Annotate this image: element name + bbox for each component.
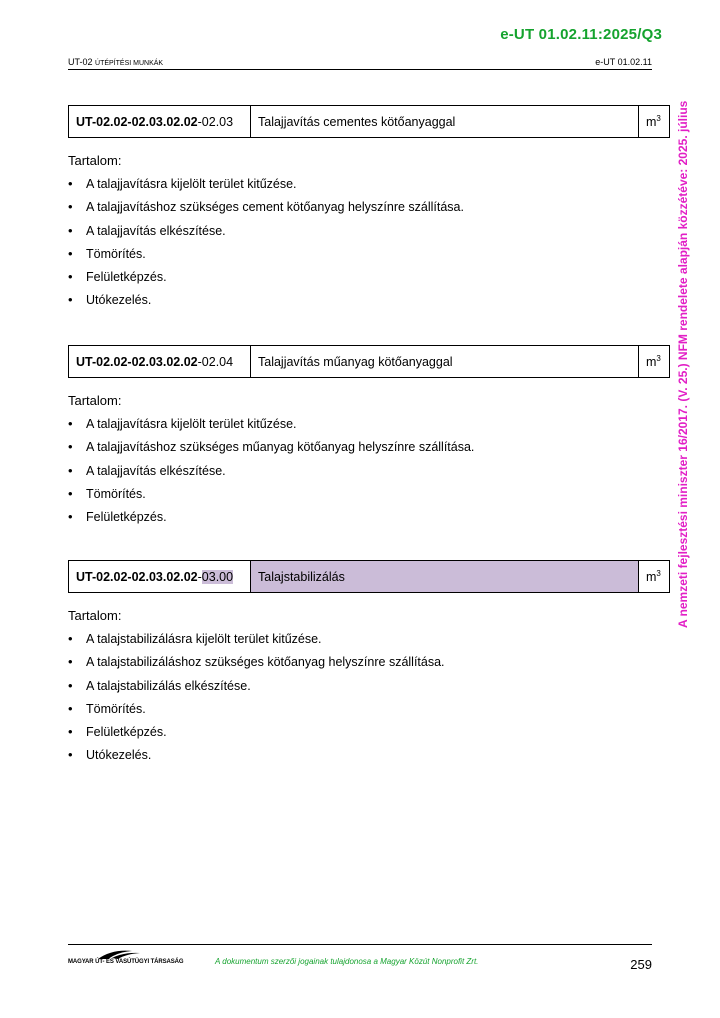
- item-code-suffix: 03.00: [201, 569, 234, 584]
- item-section-3: [68, 560, 670, 771]
- item-code-prefix: UT-02.02-02.03.02.02: [76, 569, 198, 584]
- list-item: • A talajjavításhoz szükséges cement kötőanyag helyszínre szállítása.: [68, 199, 670, 222]
- logo-text: MAGYAR ÚT- ÉS VASÚTÜGYI TÁRSASÁG: [68, 959, 184, 965]
- item-code-table: [68, 105, 670, 138]
- item-unit: [639, 346, 670, 378]
- content-list: [68, 416, 670, 532]
- content-list: [68, 631, 670, 771]
- header-chapter: [68, 57, 163, 67]
- list-item: • Utókezelés.: [68, 747, 670, 770]
- content-label: Tartalom:: [68, 153, 122, 168]
- list-item: • Utókezelés.: [68, 292, 670, 315]
- item-code: [69, 561, 251, 593]
- list-item: • Felületképzés.: [68, 509, 670, 532]
- list-item: • A talajstabilizálásra kijelölt terület kitűzése.: [68, 631, 670, 654]
- item-code-table: [68, 345, 670, 378]
- list-item: • Tömörítés.: [68, 701, 670, 724]
- list-item: • A talajstabilizálás elkészítése.: [68, 678, 670, 701]
- publisher-logo: [68, 948, 184, 970]
- content-label: Tartalom:: [68, 393, 122, 408]
- page-number: 259: [630, 957, 652, 972]
- unit-base: m: [646, 355, 657, 369]
- list-item: • A talajjavításra kijelölt terület kitűzése.: [68, 176, 670, 199]
- item-code-suffix: -02.04: [197, 354, 234, 369]
- unit-exponent: 3: [656, 114, 661, 123]
- item-code-dash: -: [197, 569, 202, 584]
- content-list: [68, 176, 670, 316]
- list-item: • A talajstabilizáláshoz szükséges kötőanyag helyszínre szállítása.: [68, 654, 670, 677]
- running-header: [68, 57, 652, 70]
- header-chapter-title: ÚTÉPÍTÉSI MUNKÁK: [95, 60, 164, 67]
- item-section-2: [68, 345, 670, 532]
- unit-base: m: [646, 570, 657, 584]
- item-code-prefix: UT-02.02-02.03.02.02: [76, 114, 198, 129]
- item-title: Talajstabilizálás: [251, 561, 639, 593]
- item-title: Talajjavítás műanyag kötőanyaggal: [251, 346, 639, 378]
- unit-exponent: 3: [656, 354, 661, 363]
- side-publication-note: A nemzeti fejlesztési miniszter 16/2017. (V. 25.) NFM rendelete alapján közzétéve: 2025. július: [676, 100, 690, 628]
- list-item: • Tömörítés.: [68, 246, 670, 269]
- list-item: • A talajjavítás elkészítése.: [68, 463, 670, 486]
- item-code-table: [68, 560, 670, 593]
- list-item: • Tömörítés.: [68, 486, 670, 509]
- list-item: • Felületképzés.: [68, 269, 670, 292]
- item-code-suffix: -02.03: [197, 114, 234, 129]
- list-item: • Felületképzés.: [68, 724, 670, 747]
- list-item: • A talajjavítás elkészítése.: [68, 223, 670, 246]
- header-chapter-code: UT-02: [68, 57, 96, 67]
- document-code: e-UT 01.02.11:2025/Q3: [500, 26, 662, 43]
- item-code: [69, 346, 251, 378]
- copyright-note: A dokumentum szerzői jogainak tulajdonosa a Magyar Közút Nonprofit Zrt.: [215, 957, 479, 966]
- item-title: Talajjavítás cementes kötőanyaggal: [251, 106, 639, 138]
- item-unit: [639, 106, 670, 138]
- item-code: [69, 106, 251, 138]
- item-code-prefix: UT-02.02-02.03.02.02: [76, 354, 198, 369]
- unit-base: m: [646, 115, 657, 129]
- item-section-1: [68, 105, 670, 316]
- footer-rule: [68, 944, 652, 945]
- header-doc-ref: e-UT 01.02.11: [595, 57, 652, 67]
- list-item: • A talajjavításhoz szükséges műanyag kötőanyag helyszínre szállítása.: [68, 439, 670, 462]
- unit-exponent: 3: [656, 569, 661, 578]
- content-label: Tartalom:: [68, 608, 122, 623]
- list-item: • A talajjavításra kijelölt terület kitűzése.: [68, 416, 670, 439]
- item-unit: [639, 561, 670, 593]
